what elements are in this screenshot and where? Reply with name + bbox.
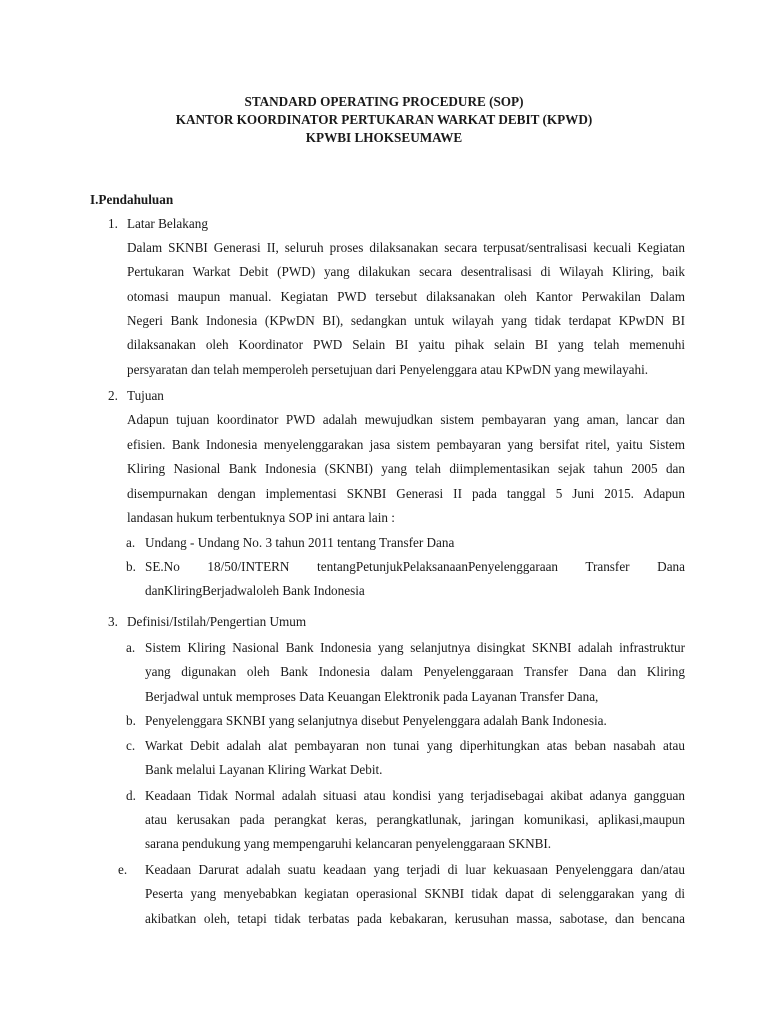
- list-item: atau kerusakan pada perangkat keras, perangkatlunak, jaringan komunikasi, aplikasi,maupun: [145, 812, 685, 827]
- list-item: Penyelenggara SKNBI yang selanjutnya disebut Penyelenggara adalah Bank Indonesia.: [145, 713, 607, 728]
- list-item: danKliringBerjadwaloleh Bank Indonesia: [145, 583, 365, 598]
- paragraph-line: otomasi maupun manual. Kegiatan PWD tersebut dilaksanakan oleh Kantor Perwakilan Dalam: [127, 289, 685, 304]
- list-item: Berjadwal untuk memproses Data Keuangan Elektronik pada Layanan Transfer Dana,: [145, 689, 599, 704]
- paragraph-line: Adapun tujuan koordinator PWD adalah mewujudkan sistem pembayaran yang aman, lancar dan: [127, 412, 685, 427]
- paragraph-line: Negeri Bank Indonesia (KPwDN BI), sedangkan untuk wilayah yang tidak terdapat KPwDN BI: [127, 313, 685, 328]
- list-item: Bank melalui Layanan Kliring Warkat Debit.: [145, 762, 383, 777]
- paragraph-line: Pertukaran Warkat Debit (PWD) yang dilakukan secara desentralisasi di Wilayah Kliring, baik: [127, 264, 685, 279]
- list-marker: 1.: [108, 216, 118, 231]
- list-marker: b.: [126, 559, 136, 574]
- paragraph-line: Kliring Nasional Bank Indonesia (SKNBI) yang telah diimplementasikan sejak tahun 2005 dan: [127, 461, 685, 476]
- paragraph-line: landasan hukum terbentuknya SOP ini antara lain :: [127, 510, 395, 525]
- list-marker: 2.: [108, 388, 118, 403]
- list-item: Undang - Undang No. 3 tahun 2011 tentang Transfer Dana: [145, 535, 455, 550]
- list-marker: a.: [126, 535, 136, 550]
- list-marker: 3.: [108, 614, 118, 629]
- doc-title-line-3: KPWBI LHOKSEUMAWE: [305, 130, 463, 145]
- subsection-label: Latar Belakang: [127, 216, 208, 231]
- paragraph-line: efisien. Bank Indonesia menyelenggarakan jasa sistem pembayaran yang bersifat ritel, yaitu Sistem: [127, 437, 685, 452]
- paragraph-line: disempurnakan dengan implementasi SKNBI Generasi II pada tanggal 5 Juni 2015. Adapun: [127, 486, 685, 501]
- doc-title-line-1: STANDARD OPERATING PROCEDURE (SOP): [244, 94, 524, 109]
- list-marker: c.: [126, 738, 136, 753]
- list-item: Keadaan Tidak Normal adalah situasi atau kondisi yang terjadisebagai akibat adanya gangguan: [145, 788, 685, 803]
- section-heading: I.Pendahuluan: [90, 192, 174, 207]
- list-item: yang digunakan oleh Bank Indonesia dalam Penyelenggaraan Transfer Dana dan Kliring: [145, 664, 685, 679]
- paragraph-line: persyaratan dan telah memperoleh persetujuan dari Penyelenggara atau KPwDN yang mewilayahi.: [127, 362, 649, 377]
- list-item: Peserta yang menyebabkan kegiatan operasional SKNBI tidak dapat di selenggarakan yang di: [145, 886, 685, 901]
- list-marker: d.: [126, 788, 136, 803]
- paragraph-line: dilaksanakan oleh Koordinator PWD Selain BI yaitu pihak selain BI yang telah memenuhi: [127, 337, 685, 352]
- list-item: Keadaan Darurat adalah suatu keadaan yang terjadi di luar kekuasaan Penyelenggara dan/atau: [145, 862, 685, 877]
- list-item: Warkat Debit adalah alat pembayaran non tunai yang diperhitungkan atas beban nasabah atau: [145, 738, 685, 753]
- list-item: SE.No 18/50/INTERN tentangPetunjukPelaksanaanPenyelenggaraan Transfer Dana: [145, 559, 685, 574]
- doc-title-line-2: KANTOR KOORDINATOR PERTUKARAN WARKAT DEBIT (KPWD): [175, 112, 593, 127]
- paragraph-line: Dalam SKNBI Generasi II, seluruh proses dilaksanakan secara terpusat/sentralisasi kecuali Kegiatan: [127, 240, 685, 255]
- list-marker: e.: [118, 862, 128, 877]
- list-marker: b.: [126, 713, 136, 728]
- list-item: akibatkan oleh, tetapi tidak terbatas pada kebakaran, kerusuhan massa, sabotase, dan bencana: [145, 911, 685, 926]
- subsection-label: Definisi/Istilah/Pengertian Umum: [127, 614, 307, 629]
- list-item: sarana pendukung yang mempengaruhi kelancaran penyelenggaraan SKNBI.: [145, 836, 552, 851]
- list-item: Sistem Kliring Nasional Bank Indonesia yang selanjutnya disingkat SKNBI adalah infrastruktur: [145, 640, 685, 655]
- list-marker: a.: [126, 640, 136, 655]
- subsection-label: Tujuan: [127, 388, 164, 403]
